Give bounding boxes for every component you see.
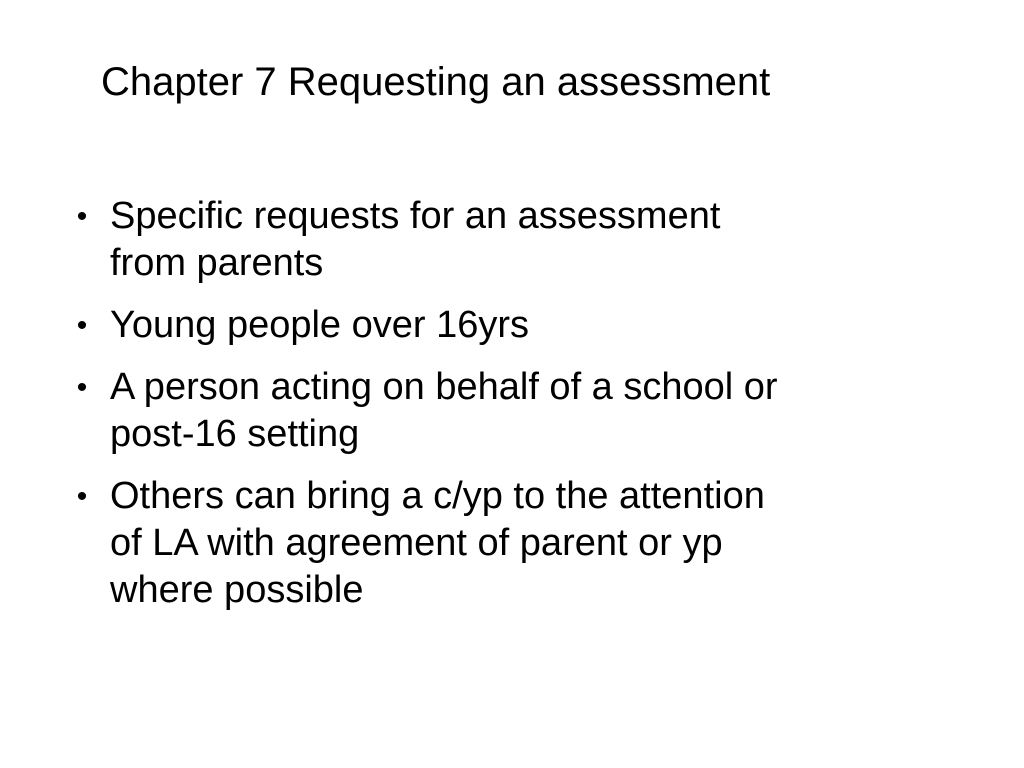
bullet-text-line: where possible <box>110 569 364 611</box>
bullet-dot-icon: • <box>76 480 88 513</box>
bullet-item <box>70 302 950 349</box>
bullet-text-line: A person acting on behalf of a school or <box>110 366 778 408</box>
bullet-list <box>70 193 950 629</box>
bullet-text-line: Specific requests for an assessment <box>110 195 721 237</box>
bullet-dot-icon: • <box>76 200 88 233</box>
bullet-text-line: post-16 setting <box>110 413 360 455</box>
bullet-item <box>70 473 950 614</box>
bullet-item <box>70 364 950 458</box>
bullet-text-line: Young people over 16yrs <box>110 304 530 346</box>
bullet-item <box>70 193 950 287</box>
slide-title: Chapter 7 Requesting an assessment <box>101 60 771 104</box>
bullet-dot-icon: • <box>76 309 88 342</box>
bullet-text-line: from parents <box>110 242 324 284</box>
bullet-text-line: Others can bring a c/yp to the attention <box>110 475 765 517</box>
bullet-text-line: of LA with agreement of parent or yp <box>110 522 723 564</box>
bullet-dot-icon: • <box>76 371 88 404</box>
